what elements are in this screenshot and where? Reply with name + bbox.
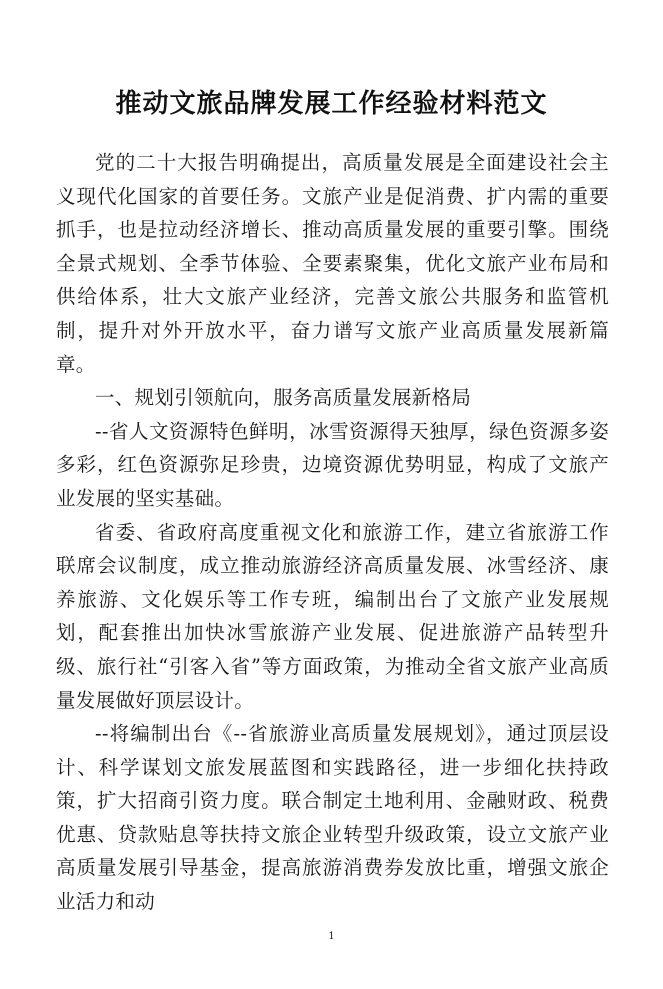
document-title: 推动文旅品牌发展工作经验材料范文	[115, 89, 548, 119]
document-body	[56, 146, 609, 919]
section-heading-1: 一、规划引领航向，服务高质量发展新格局	[95, 386, 472, 410]
paragraph-policy: 省委、省政府高度重视文化和旅游工作，建立省旅游工作联席会议制度，成立推动旅游经济高质量发展、冰雪经济、康养旅游、文化娱乐等工作专班，编制出台了文旅产业发展规划，配套推出加快冰雪旅游产业发展、促进旅游产品转型升级、旅行社“引客入省”等方面政策，为推动全省文旅产业高质量发展做好顶层设计。	[56, 520, 609, 712]
paragraph-intro: 党的二十大报告明确提出，高质量发展是全面建设社会主义现代化国家的首要任务。文旅产业是促消费、扩内需的重要抓手，也是拉动经济增长、推动高质量发展的重要引擎。围绕全景式规划、全季节体验、全要素聚集，优化文旅产业布局和供给体系，壮大文旅产业经济，完善文旅公共服务和监管机制，提升对外开放水平，奋力谱写文旅产业高质量发展新篇章。	[56, 151, 609, 376]
page-number: 1	[328, 931, 335, 942]
paragraph-planning: --将编制出台《--省旅游业高质量发展规划》，通过顶层设计、科学谋划文旅发展蓝图和实践路径，进一步细化扶持政策，扩大招商引资力度。联合制定土地利用、金融财政、税费优惠、贷款贴息等扶持文旅企业转型升级政策，设立文旅产业高质量发展引导基金，提高旅游消费券发放比重，增强文旅企业活力和动	[56, 722, 609, 914]
paragraph-resources: --省人文资源特色鲜明，冰雪资源得天独厚，绿色资源多姿多彩，红色资源弥足珍贵，边境资源优势明显，构成了文旅产业发展的坚实基础。	[56, 419, 609, 510]
